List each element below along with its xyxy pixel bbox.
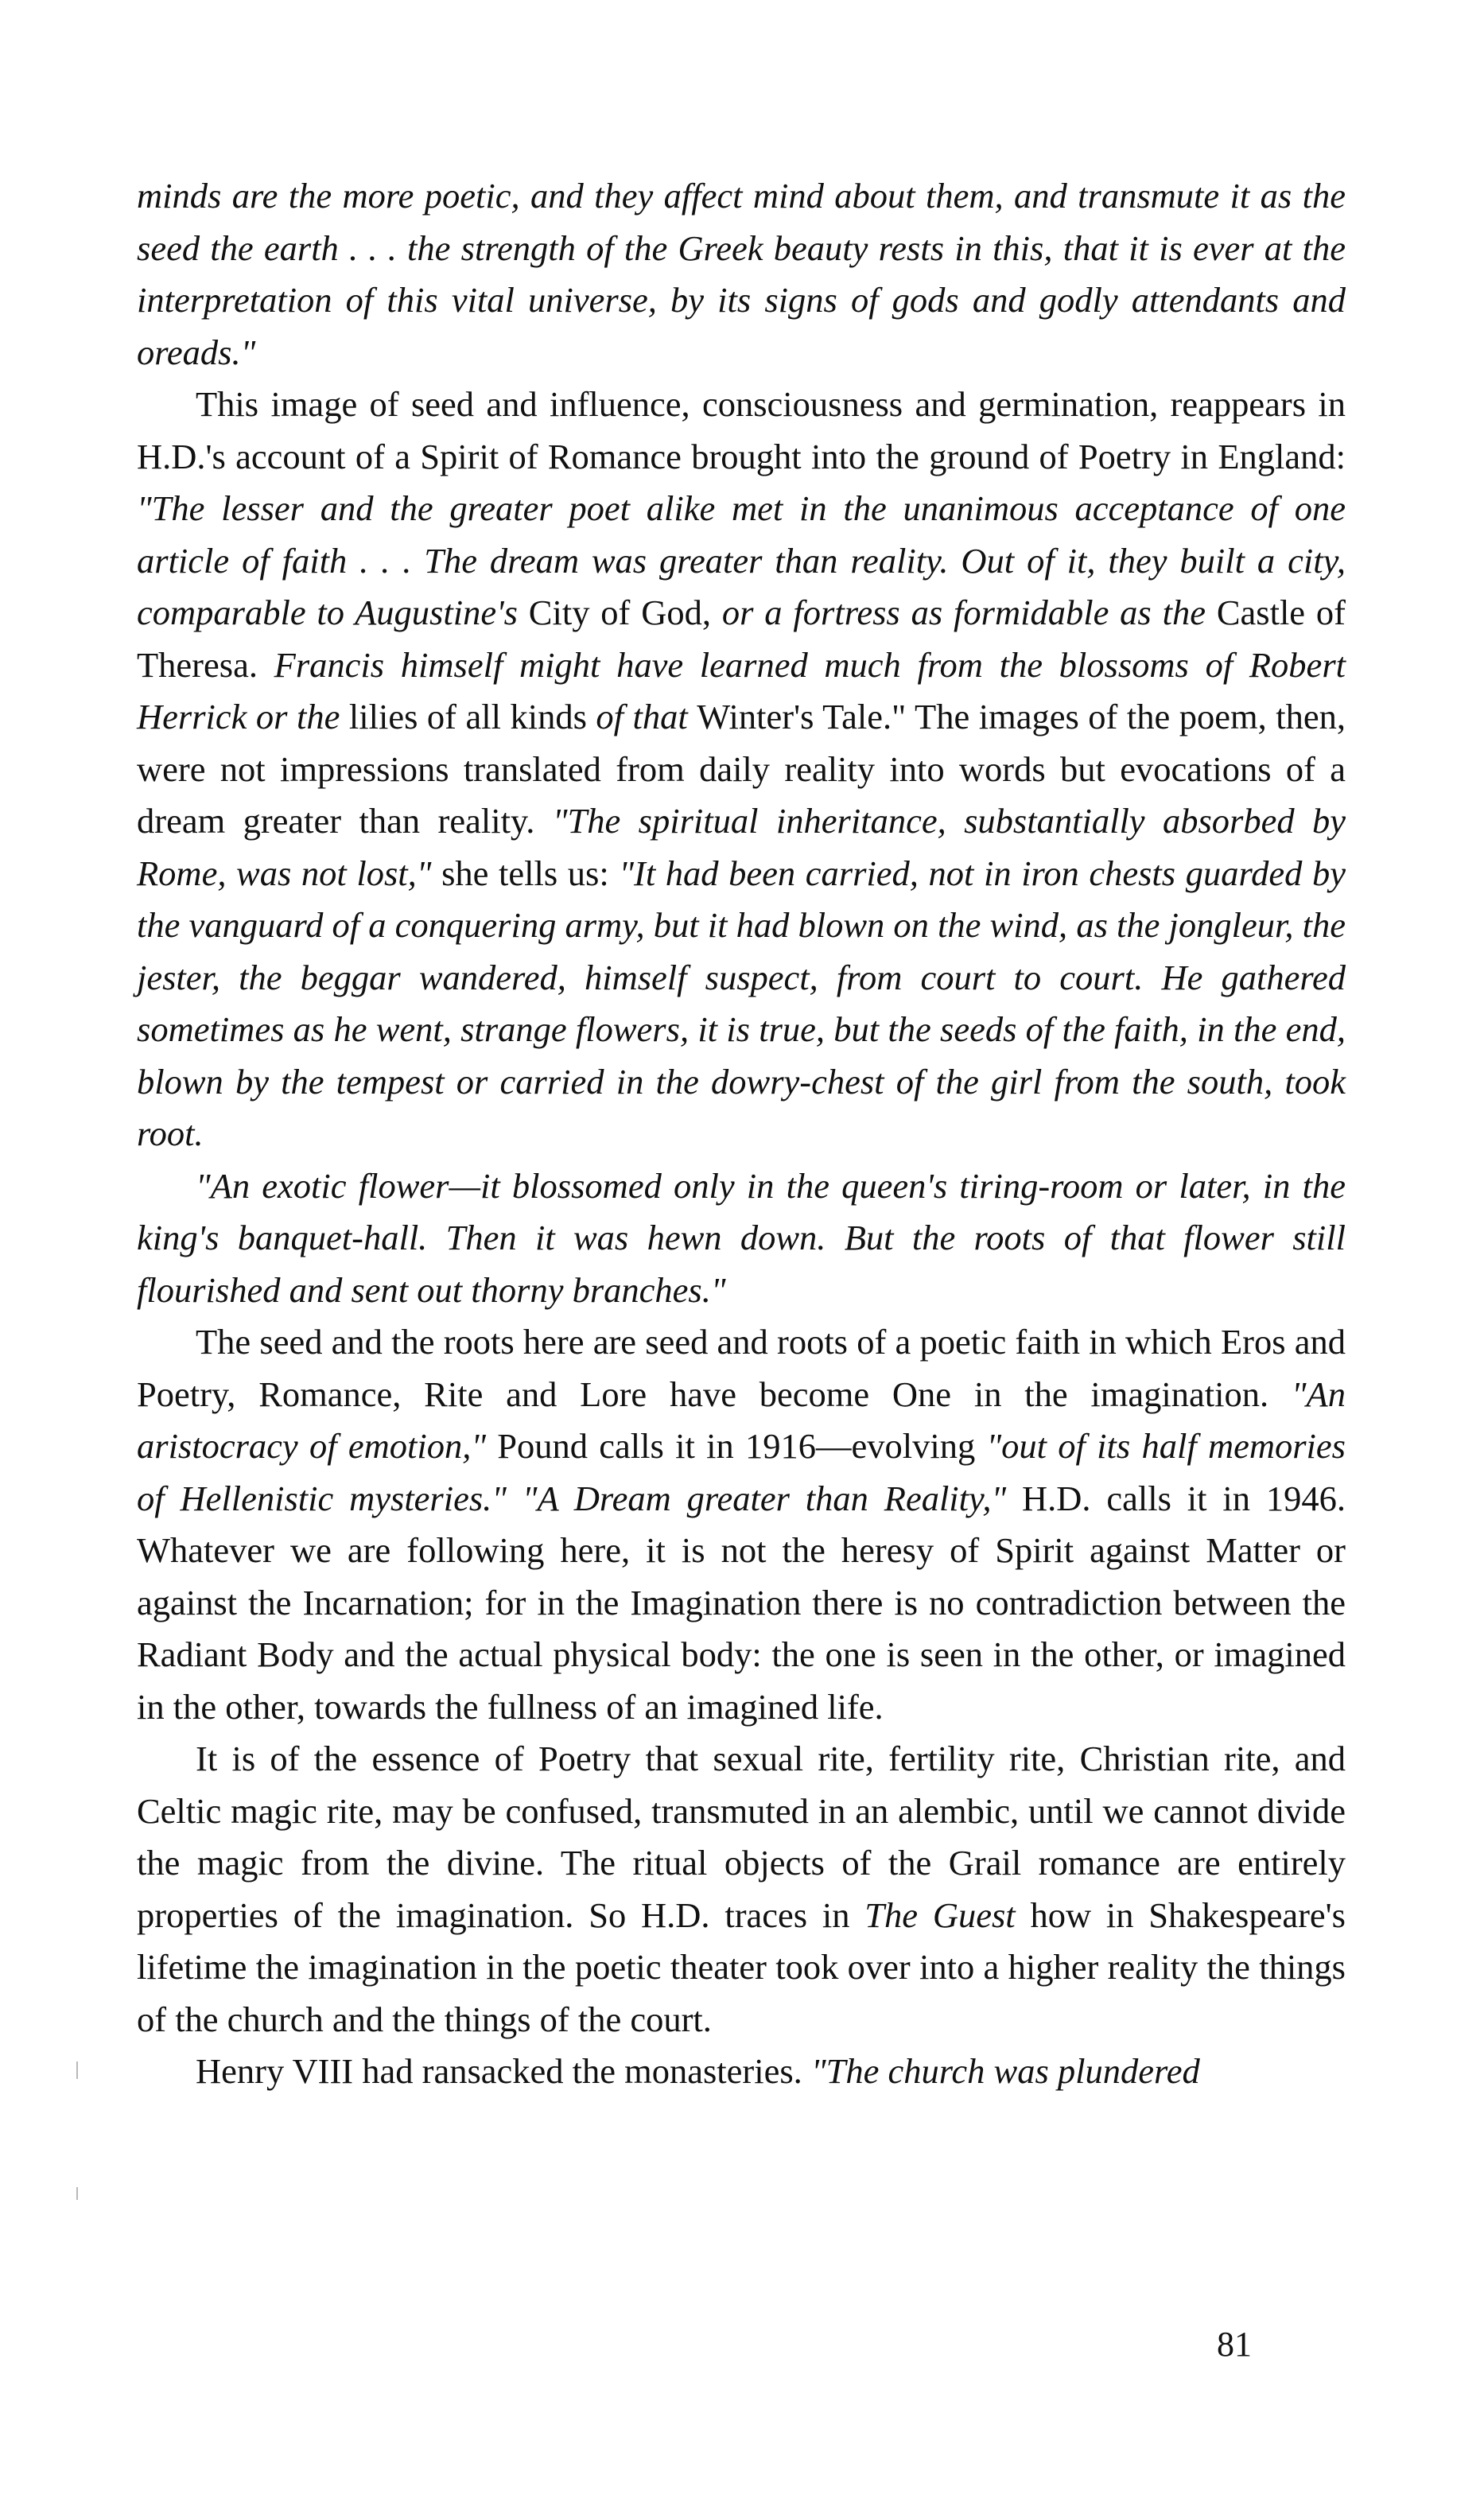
italic-run: "It had been carried, not in iron chests guarded by the vanguard of a conquering army, but it had blown on the wind, as the jongleur, the jester, the beggar wandered, himself suspect, from court to court. He gathered sometimes as he went, strange flowers, it is true, but the seeds of the faith, in the end, blown by the tempest or carried in the dowry-chest of the girl from the south, took root. bbox=[137, 853, 1346, 1153]
italic-run: "out of its half memories of Hellenistic mysteries." "A Dream greater than Reality," bbox=[137, 1426, 1346, 1518]
text-run: lilies of all kinds bbox=[348, 697, 596, 736]
text-run: The seed and the roots here are seed and roots of a poetic faith in which Eros and Poetry, Romance, Rite and Lore have become One in the imagination. bbox=[137, 1322, 1346, 1414]
text-run: It is of the essence of Poetry that sexual rite, fertility rite, Christian rite, and Celtic magic rite, may be confused, transmuted in an alembic, until we cannot divide the magic from the divine. The ritual objects of the Grail romance are entirely properties of the imagination. So H.D. traces in bbox=[137, 1739, 1346, 1935]
text-run: City of God, bbox=[528, 593, 722, 632]
text-run: Pound calls it in 1916—evolving bbox=[497, 1426, 987, 1466]
paragraph bbox=[137, 2046, 1346, 2098]
italic-run: "An aristocracy of emotion," bbox=[137, 1374, 1346, 1466]
italic-run: or a fortress as formidable as the bbox=[721, 593, 1217, 632]
italic-run: "The church was plundered bbox=[810, 2051, 1200, 2091]
body-text bbox=[137, 170, 1346, 2098]
paragraph bbox=[137, 170, 1346, 379]
italic-run: The Guest bbox=[864, 1894, 1031, 1935]
text-run: H.D. calls it in 1946. Whatever we are following here, it is not the heresy of Spirit against Matter or against the Incarnation; for in the Imagination there is no contradiction between the Radiant Body and the actual physical body: the one is seen in the other, or imagined in the other, towards the fullness of an imagined life. bbox=[137, 1478, 1346, 1727]
paragraph bbox=[137, 1316, 1346, 1733]
italic-run: Francis himself might have learned much from the blossoms of Robert Herrick or the bbox=[137, 644, 1346, 736]
paragraph bbox=[137, 1733, 1346, 2046]
margin-mark-lower bbox=[76, 2187, 78, 2200]
paragraph bbox=[137, 379, 1346, 1160]
margin-mark-upper bbox=[76, 2061, 78, 2079]
italic-run: of that bbox=[596, 697, 697, 736]
italic-run: "An exotic flower—it blossomed only in the queen's tiring-room or later, in the king's banquet-hall. Then it was hewn down. But the roots of that flower still flourished and sent out thorny branches." bbox=[137, 1165, 1346, 1310]
italic-run: "The lesser and the greater poet alike met in the unanimous acceptance of one article of faith . . . The dream was greater than reality. Out of it, they built a city, comparable to Augustine's bbox=[137, 488, 1346, 632]
paragraph bbox=[137, 1160, 1346, 1317]
text-run: This image of seed and influence, consciousness and germination, reappears in H.D.'s account of a Spirit of Romance brought into the ground of Poetry in England: bbox=[137, 384, 1346, 476]
page-number: 81 bbox=[1217, 2325, 1252, 2364]
text-run: how in Shakespeare's lifetime the imagination in the poetic theater took over into a higher reality the things of the church and the things of the court. bbox=[137, 1894, 1346, 2039]
text-run: Henry VIII had ransacked the monasteries. bbox=[196, 2051, 811, 2091]
text-run: she tells us: bbox=[441, 853, 620, 893]
italic-run: "The spiritual inheritance, substantially absorbed by Rome, was not lost," bbox=[137, 801, 1346, 893]
text-run: Castle of Theresa. bbox=[137, 593, 1346, 685]
italic-run: minds are the more poetic, and they affect mind about them, and transmute it as the seed the earth . . . the strength of the Greek beauty rests in this, that it is ever at the interpretation of this vital universe, by its signs of gods and godly attendants and oreads." bbox=[137, 176, 1346, 372]
text-run: Winter's Tale." The images of the poem, then, were not impressions translated from daily reality into words but evocations of a dream greater than reality. bbox=[137, 697, 1346, 841]
